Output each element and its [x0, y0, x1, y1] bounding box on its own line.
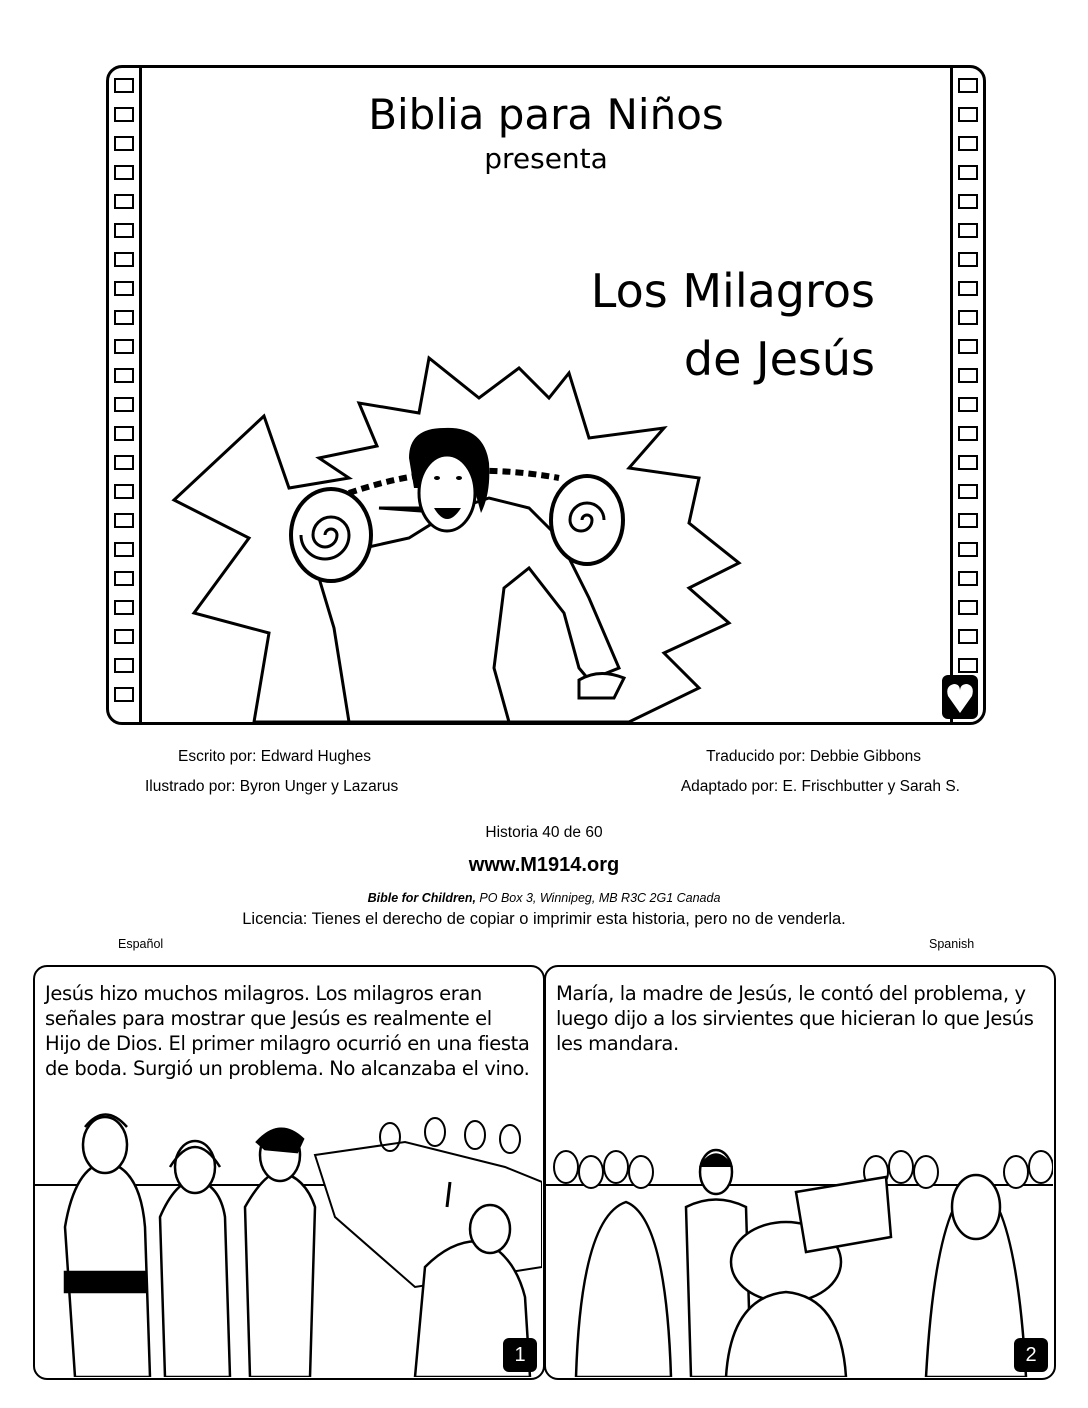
presents-label: presenta [484, 142, 608, 175]
servant [245, 1129, 315, 1377]
story-number: Historia 40 de 60 [485, 824, 603, 841]
crowd-illustration [546, 967, 1053, 1377]
story-panel-1 [33, 965, 545, 1380]
figure-hand [579, 673, 624, 698]
bedroll-right [551, 476, 623, 564]
publisher-name: Bible for Children, [367, 891, 476, 905]
website-link[interactable]: www.M1914.org [468, 854, 620, 876]
wedding-feast-illustration [35, 967, 542, 1377]
panel-2-text: María, la madre de Jesús, le contó del problema, y luego dijo a los sirvientes que hicieran lo que Jesús les mandara. [556, 982, 1034, 1055]
panel-2-number: 2 [1014, 1338, 1048, 1372]
cover-illustration [109, 68, 983, 722]
language-label-spanish: Español [118, 937, 164, 951]
guest-left [65, 1115, 150, 1378]
adapted-by: Adaptado por: E. Frischbutter y Sarah S. [680, 778, 960, 795]
story-panel-2 [544, 965, 1056, 1380]
story-title-line1: Los Milagros [590, 264, 875, 318]
bedroll-left [291, 489, 371, 581]
publisher-address-text: PO Box 3, Winnipeg, MB R3C 2G1 Canada [479, 891, 721, 905]
license-text: Licencia: Tienes el derecho de copiar o imprimir esta historia, pero no de venderla. [242, 910, 846, 928]
guest-woman [160, 1141, 230, 1377]
publisher-address [0, 891, 1088, 905]
translated-by: Traducido por: Debbie Gibbons [706, 748, 921, 765]
story-title-line2: de Jesús [683, 332, 875, 386]
panel-1-text: Jesús hizo muchos milagros. Los milagros eran señales para mostrar que Jesús es realmente el Hijo de Dios. El primer milagro ocurrió en una fiesta de boda. Surgió un problema. No alcanzaba el vino. [45, 982, 530, 1080]
crowd-foreground [576, 1175, 1026, 1377]
figure-face [419, 455, 475, 531]
illustrated-by: Ilustrado por: Byron Unger y Lazarus [145, 778, 399, 795]
series-title: Biblia para Niños [368, 90, 724, 139]
language-label-english: Spanish [929, 937, 975, 951]
cover-frame [106, 65, 986, 725]
panel-1-number: 1 [503, 1338, 537, 1372]
written-by: Escrito por: Edward Hughes [178, 748, 371, 765]
